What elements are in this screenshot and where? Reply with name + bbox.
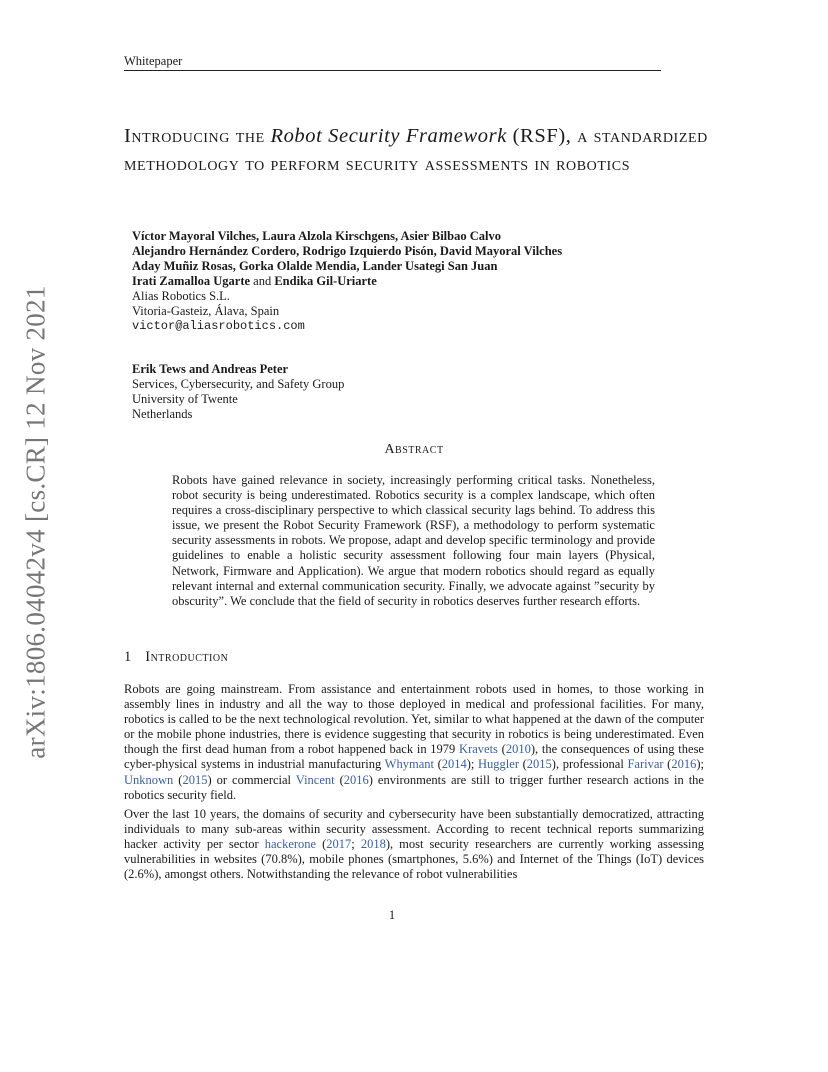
running-header: Whitepaper (124, 54, 183, 68)
paragraph-text: ) environments are still to trigger further research actions in the robotics security field. (124, 772, 704, 802)
paragraph-text: ), most security researchers are currently working assessing vulnerabilities in websites (70.8%), mobile phones (smartphones, 5.6%) and Internet of the Things (IoT) devices (2.6%), amongst others. Notwithstanding the relevance of robot vulnerabilities (124, 837, 704, 882)
author-block (132, 229, 692, 422)
section-number: 1 (124, 649, 132, 665)
title-part-3: (RSF), (506, 125, 572, 147)
citation-link[interactable]: Vincent (295, 772, 335, 787)
citation-link[interactable]: Unknown (124, 772, 174, 787)
author-line-2: Alejandro Hernández Cordero, Rodrigo Izquierdo Pisón, David Mayoral Vilches (132, 244, 563, 258)
paragraph-text: ( (519, 757, 527, 772)
citation-year-link[interactable]: 2015 (526, 757, 552, 772)
citation-year-link[interactable]: 2014 (441, 757, 467, 772)
citation-link[interactable]: Kravets (459, 742, 498, 757)
author-names-group-2: Erik Tews and Andreas Peter (132, 362, 289, 376)
affiliation: Alias Robotics S.L. (132, 289, 230, 303)
paragraph-text: ), the consequences of using these cyber-physical systems in industrial manufacturing (124, 742, 704, 772)
citation-year-link[interactable]: 2018 (360, 837, 386, 852)
citation-link[interactable]: hackerone (264, 837, 317, 852)
arxiv-identifier-stamp[interactable]: arXiv:1806.04042v4 [cs.CR] 12 Nov 2021 (20, 285, 51, 759)
affiliation-country: Netherlands (132, 407, 193, 421)
citation-link[interactable]: Huggler (478, 757, 519, 772)
citation-year-link[interactable]: 2016 (343, 772, 369, 787)
section-heading (124, 649, 228, 666)
page-number: 1 (388, 908, 396, 922)
affiliation-university: University of Twente (132, 392, 238, 406)
affiliation-group-2: Services, Cybersecurity, and Safety Group (132, 377, 345, 391)
citation-link[interactable]: Farivar (627, 757, 664, 772)
author-name: Endika Gil-Uriarte (274, 274, 377, 288)
paragraph-text: ); (466, 757, 479, 772)
paper-title (124, 122, 714, 178)
title-part-1: Introducing the (124, 125, 271, 147)
paragraph-text: Over the last 10 years, the domains of security and cybersecurity have been substantially democratized, attracting individuals to many sub-areas within security assessment. According to recent technical reports summarizing hacker activity per sector (124, 807, 704, 852)
citation-year-link[interactable]: 2017 (326, 837, 352, 852)
paragraph-text: Robots are going mainstream. From assistance and entertainment robots used in homes, to those working in assembly lines in industry and all the way to those deployed in medical and professional facilities. For many, robotics is called to be the next technological revolution. Yet, similar to what happened at the dawn of the computer or the mobile phone industries, there is evidence suggesting that security in robotics is being underestimated. Even though the first dead human from a robot happened back in 1979 (124, 682, 704, 757)
abstract-text: Robots have gained relevance in society, increasingly performing critical tasks. Nonetheless, robot security is being underestimated. Robotics security is a complex landscape, which often requires a cross-disciplinary perspective to which classical security lags behind. To address this issue, we present the Robot Security Framework (RSF), a methodology to perform systematic security assessments in robots. We propose, adapt and develop specific terminology and provide guidelines to enable a holistic security assessment following four main layers (Physical, Network, Firmware and Application). We argue that modern robotics should regard as equally relevant internal and external communication security. Finally, we advocate against ”security by obscurity”. We conclude that the field of security in robotics deserves further research efforts. (172, 473, 655, 608)
citation-year-link[interactable]: 2015 (182, 772, 208, 787)
author-conjunction: and (250, 274, 275, 288)
title-part-4: a standardized methodology to perform security assessments in robotics (124, 125, 708, 175)
author-line-3: Aday Muñiz Rosas, Gorka Olalde Mendia, Lander Usategi San Juan (132, 259, 498, 273)
citation-link[interactable]: Whymant (384, 757, 434, 772)
paragraph-text: ), professional (551, 757, 628, 772)
author-name: Irati Zamalloa Ugarte (132, 274, 251, 288)
author-spacer (132, 334, 692, 362)
abstract-heading: Abstract (384, 442, 444, 457)
paragraph-text: ( (173, 772, 183, 787)
body-paragraph (124, 682, 704, 803)
paragraph-text: ( (433, 757, 442, 772)
body-paragraph (124, 807, 704, 882)
paragraph-text: ); (696, 757, 704, 772)
author-line-1: Víctor Mayoral Vilches, Laura Alzola Kirschgens, Asier Bilbao Calvo (132, 229, 501, 243)
author-line-4 (132, 274, 692, 289)
contact-email[interactable]: victor@aliasrobotics.com (132, 319, 305, 333)
title-framework-name: Robot Security Framework (270, 125, 507, 147)
paragraph-text: ( (663, 757, 672, 772)
paragraph-text: ) or commercial (207, 772, 296, 787)
paragraph-text: ( (497, 742, 506, 757)
citation-year-link[interactable]: 2016 (671, 757, 697, 772)
paragraph-text: ( (334, 772, 344, 787)
citation-year-link[interactable]: 2010 (505, 742, 531, 757)
header-rule (124, 70, 661, 71)
section-title: Introduction (145, 649, 229, 665)
paragraph-text: ; (351, 837, 361, 852)
paragraph-text: ( (316, 837, 327, 852)
affiliation-location: Vitoria-Gasteiz, Álava, Spain (132, 304, 280, 318)
